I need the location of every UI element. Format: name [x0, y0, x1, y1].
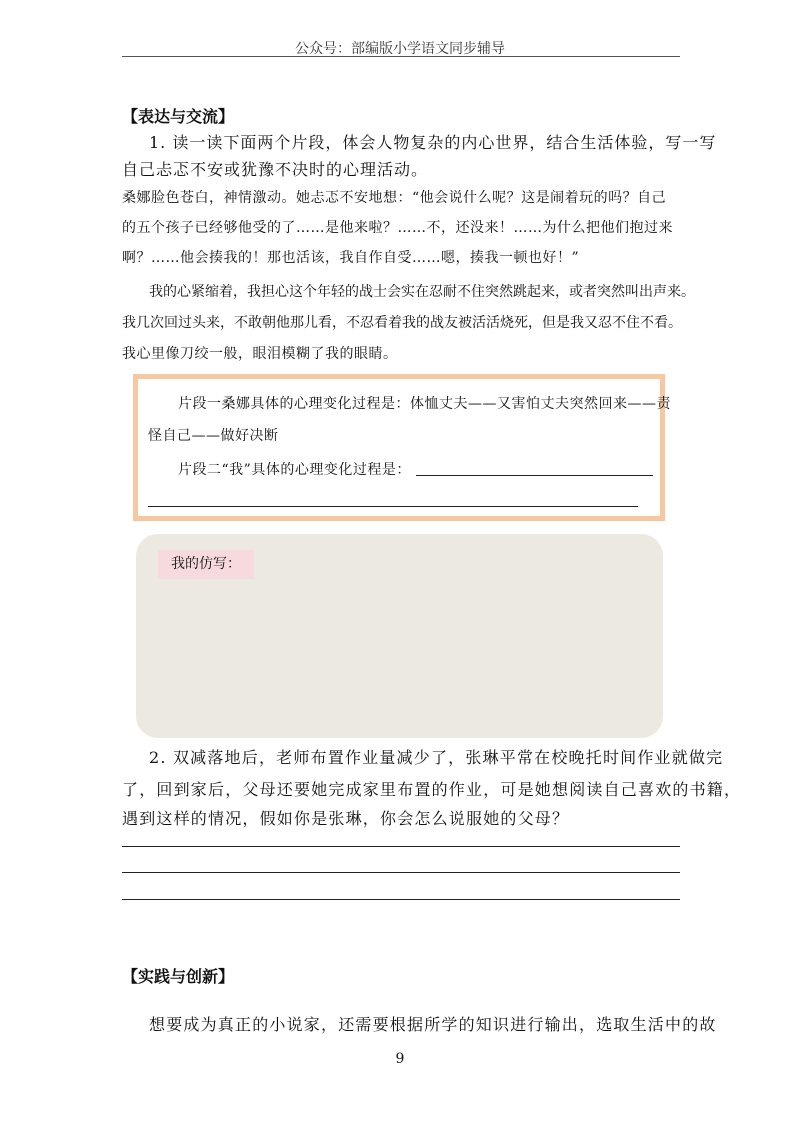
section-title-practice: 【实践与创新】	[122, 967, 235, 986]
excerpt-2-line-1: 我的心紧缩着，我担心这个年轻的战士会实在忍耐不住突然跳起来，或者突然叫出声来。	[149, 284, 695, 300]
answer-blank-inline[interactable]	[416, 475, 653, 476]
analysis-line-1: 片段一桑娜具体的心理变化过程是：体恤丈夫——又害怕丈夫突然回来——责	[178, 396, 671, 412]
page-number: 9	[395, 1051, 405, 1067]
question-1-line-1: 1. 读一读下面两个片段，体会人物复杂的内心世界，结合生活体验，写一写	[149, 133, 717, 152]
imitation-label: 我的仿写：	[158, 550, 254, 579]
answer-line-1[interactable]	[122, 846, 680, 847]
excerpt-2-line-3: 我心里像刀绞一般，眼泪模糊了我的眼睛。	[122, 346, 398, 362]
answer-line-2[interactable]	[122, 872, 680, 873]
question-2-line-3: 遇到这样的情况，假如你是张琳，你会怎么说服她的父母？	[122, 809, 570, 828]
excerpt-1-line-3: 啊？……他会揍我的！那也活该，我自作自受……嗯，揍我一顿也好！”	[122, 250, 580, 266]
answer-blank-full[interactable]	[148, 506, 638, 507]
practice-line-1: 想要成为真正的小说家，还需要根据所学的知识进行输出，选取生活中的故	[149, 1015, 717, 1034]
page-header: 公众号：部编版小学语文同步辅导	[295, 41, 505, 57]
excerpt-1-line-1: 桑娜脸色苍白，神情激动。她忐忑不安地想：“他会说什么呢？这是闹着玩的吗？自己	[122, 190, 667, 206]
excerpt-1-line-2: 的五个孩子已经够他受的了……是他来啦？……不，还没来！……为什么把他们抱过来	[122, 220, 673, 236]
excerpt-2-line-2: 我几次回过头来，不敢朝他那儿看，不忍看着我的战友被活活烧死，但是我又忍不住不看。	[122, 315, 682, 331]
analysis-box	[133, 374, 671, 521]
header-rule	[122, 56, 680, 57]
answer-line-3[interactable]	[122, 899, 680, 900]
analysis-line-3: 片段二“我”具体的心理变化过程是：	[178, 462, 411, 478]
question-2-line-1: 2. 双减落地后，老师布置作业量减少了，张琳平常在校晚托时间作业就做完	[149, 748, 724, 767]
question-2-line-2: 了，回到家后，父母还要她完成家里布置的作业，可是她想阅读自己喜欢的书籍，	[122, 780, 742, 799]
analysis-line-2: 怪自己——做好决断	[148, 428, 279, 444]
question-1-line-2: 自己忐忑不安或犹豫不决时的心理活动。	[122, 160, 429, 179]
section-title-expression: 【表达与交流】	[122, 107, 235, 126]
